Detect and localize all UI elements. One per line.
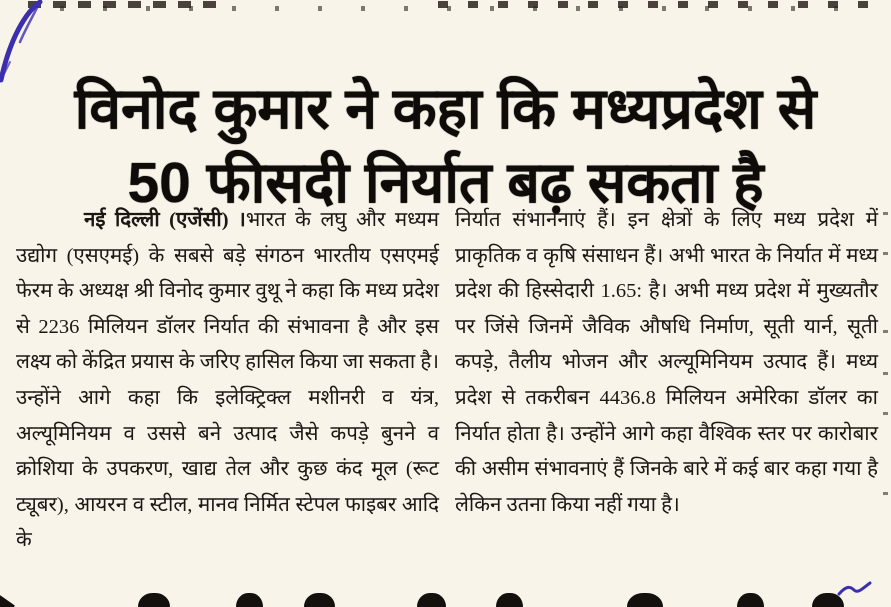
cut-off-letter-blob <box>417 593 446 607</box>
cut-off-letter-blob <box>627 593 663 607</box>
cut-off-letter-blob <box>737 593 764 607</box>
article-column-right <box>455 203 878 595</box>
article-body <box>16 203 878 595</box>
cut-off-letter-blob <box>236 593 263 607</box>
article-headline <box>20 72 871 220</box>
margin-tick <box>883 412 888 415</box>
margin-tick <box>883 252 888 255</box>
body-text-left: भारत के लघु और मध्यम उद्योग (एसएमई) के सबसे बड़े संगठन भारतीय एसएमई फेरम के अध्यक्ष श्री विनोद कुमार वुथू ने कहा कि मध्य प्रदेश से 2236 मिलियन डॉलर निर्यात की संभावना है और इस लक्ष्य को केंद्रित प्रयास के जरिए हासिल किया जा सकता है। उन्होंने आगे कहा कि इलेक्ट्रिक्ल मशीनरी व यंत्र, अल्यूमिनियम व उससे बने उत्पाद जैसे कपड़े बुनने व क्रोशिया के उपकरण, खाद्य तेल और कुछ कंद मूल (रूट ट्यूबर), आयरन व स्टील, मानव निर्मित स्टेपल फाइबर आदि के <box>16 209 439 552</box>
margin-tick <box>883 372 888 375</box>
cut-off-letter-blob <box>304 593 335 607</box>
cut-off-text-descenders <box>60 6 840 11</box>
headline-line-2: 50 फीसदी निर्यात बढ़ सकता है <box>127 151 764 216</box>
body-text-right: निर्यात संभाननाएं हैं। इन क्षेत्रों के लिए मध्य प्रदेश में प्राकृतिक व कृषि संसाधन हैं। अभी भारत के निर्यात में मध्य प्रदेश की हिस्सेदारी 1.65: है। अभी मध्य प्रदेश में मुख्यतौर पर जिंसे जिनमें जैविक औषधि निर्माण, सूती यार्न, सूती कपड़े, तैलीय भोजन और अल्यूमिनियम उत्पाद हैं। मध्य प्रदेश से तकरीबन 4436.8 मिलियन अमेरिका डॉलर का निर्यात होता है। उन्होंने आगे कहा वैश्विक स्तर पर कारोबार की असीम संभावनाएं हैं जिनके बारे में कई बार कहा गया है लेकिन उतना किया नहीं गया है। <box>455 209 878 516</box>
cut-off-letter-corner <box>0 595 15 607</box>
dateline: नई दिल्ली (एजेंसी) । <box>84 209 246 231</box>
margin-tick <box>883 492 888 495</box>
article-column-left <box>16 203 439 595</box>
margin-tick <box>883 212 888 215</box>
headline-line-1: विनोद कुमार ने कहा कि मध्यप्रदेश से <box>74 77 817 142</box>
cut-off-letter-blob <box>496 593 523 607</box>
margin-tick <box>883 330 888 333</box>
pen-mark-bottom-right <box>836 578 876 602</box>
cut-off-letter-blob <box>138 593 170 607</box>
